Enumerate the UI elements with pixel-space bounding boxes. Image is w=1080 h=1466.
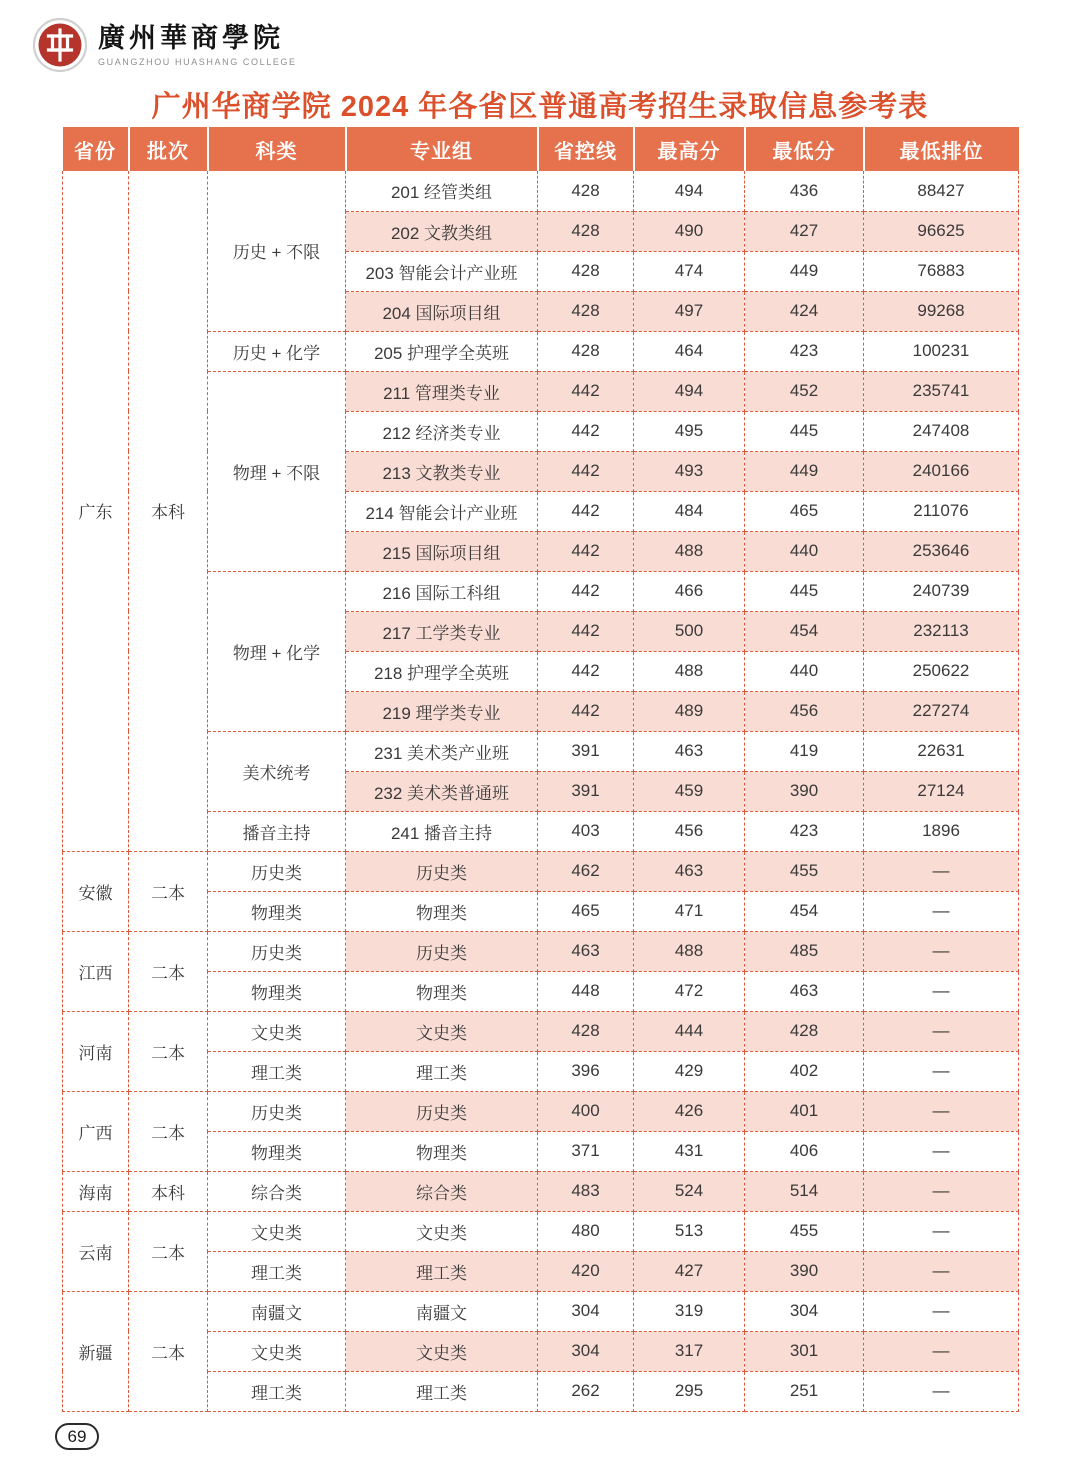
province-cell: 广西	[63, 1091, 129, 1171]
table-row	[63, 1171, 1019, 1211]
max-score-cell: 524	[634, 1171, 745, 1211]
batch-cell: 二本	[129, 1291, 208, 1411]
min-score-cell: 514	[745, 1171, 864, 1211]
min-rank-cell: —	[864, 1091, 1019, 1131]
min-score-cell: 390	[745, 771, 864, 811]
max-score-cell: 488	[634, 651, 745, 691]
table-header-row	[63, 127, 1019, 171]
subject-category-cell: 历史类	[208, 851, 346, 891]
min-rank-cell: 232113	[864, 611, 1019, 651]
min-rank-cell: 253646	[864, 531, 1019, 571]
subject-category-cell: 播音主持	[208, 811, 346, 851]
min-score-cell: 423	[745, 331, 864, 371]
min-rank-cell: —	[864, 1331, 1019, 1371]
major-group-cell: 历史类	[346, 851, 538, 891]
control-line-cell: 428	[538, 211, 634, 251]
min-score-cell: 423	[745, 811, 864, 851]
min-rank-cell: —	[864, 1251, 1019, 1291]
subject-category-cell: 物理 + 不限	[208, 371, 346, 571]
min-rank-cell: 76883	[864, 251, 1019, 291]
major-group-cell: 217 工学类专业	[346, 611, 538, 651]
column-header: 最高分	[634, 127, 745, 171]
min-rank-cell: 250622	[864, 651, 1019, 691]
min-score-cell: 427	[745, 211, 864, 251]
min-rank-cell: 88427	[864, 171, 1019, 211]
batch-cell: 二本	[129, 1091, 208, 1171]
max-score-cell: 500	[634, 611, 745, 651]
major-group-cell: 212 经济类专业	[346, 411, 538, 451]
max-score-cell: 484	[634, 491, 745, 531]
min-rank-cell: 96625	[864, 211, 1019, 251]
max-score-cell: 490	[634, 211, 745, 251]
column-header: 专业组	[346, 127, 538, 171]
max-score-cell: 431	[634, 1131, 745, 1171]
control-line-cell: 442	[538, 411, 634, 451]
major-group-cell: 文史类	[346, 1211, 538, 1251]
batch-cell: 本科	[129, 1171, 208, 1211]
major-group-cell: 214 智能会计产业班	[346, 491, 538, 531]
batch-cell: 二本	[129, 1211, 208, 1291]
college-logo	[33, 18, 297, 72]
min-score-cell: 401	[745, 1091, 864, 1131]
max-score-cell: 513	[634, 1211, 745, 1251]
subject-category-cell: 文史类	[208, 1011, 346, 1051]
control-line-cell: 442	[538, 491, 634, 531]
min-rank-cell: 100231	[864, 331, 1019, 371]
max-score-cell: 494	[634, 371, 745, 411]
max-score-cell: 464	[634, 331, 745, 371]
column-header: 最低排位	[864, 127, 1019, 171]
major-group-cell: 文史类	[346, 1331, 538, 1371]
major-group-cell: 物理类	[346, 971, 538, 1011]
major-group-cell: 204 国际项目组	[346, 291, 538, 331]
min-rank-cell: 211076	[864, 491, 1019, 531]
province-cell: 广东	[63, 171, 129, 851]
min-rank-cell: —	[864, 1011, 1019, 1051]
subject-category-cell: 文史类	[208, 1331, 346, 1371]
batch-cell: 二本	[129, 851, 208, 931]
min-rank-cell: 227274	[864, 691, 1019, 731]
column-header: 省份	[63, 127, 129, 171]
control-line-cell: 462	[538, 851, 634, 891]
min-rank-cell: —	[864, 1291, 1019, 1331]
min-score-cell: 406	[745, 1131, 864, 1171]
college-seal-icon	[33, 18, 87, 72]
major-group-cell: 南疆文	[346, 1291, 538, 1331]
min-rank-cell: 22631	[864, 731, 1019, 771]
min-score-cell: 402	[745, 1051, 864, 1091]
control-line-cell: 465	[538, 891, 634, 931]
major-group-cell: 历史类	[346, 1091, 538, 1131]
max-score-cell: 427	[634, 1251, 745, 1291]
subject-category-cell: 物理 + 化学	[208, 571, 346, 731]
max-score-cell: 472	[634, 971, 745, 1011]
province-cell: 江西	[63, 931, 129, 1011]
max-score-cell: 466	[634, 571, 745, 611]
control-line-cell: 403	[538, 811, 634, 851]
min-score-cell: 304	[745, 1291, 864, 1331]
max-score-cell: 494	[634, 171, 745, 211]
major-group-cell: 物理类	[346, 1131, 538, 1171]
subject-category-cell: 理工类	[208, 1051, 346, 1091]
major-group-cell: 205 护理学全英班	[346, 331, 538, 371]
control-line-cell: 371	[538, 1131, 634, 1171]
min-score-cell: 251	[745, 1371, 864, 1411]
min-score-cell: 445	[745, 411, 864, 451]
control-line-cell: 304	[538, 1331, 634, 1371]
min-score-cell: 390	[745, 1251, 864, 1291]
province-cell: 新疆	[63, 1291, 129, 1411]
subject-category-cell: 南疆文	[208, 1291, 346, 1331]
min-rank-cell: 99268	[864, 291, 1019, 331]
subject-category-cell: 综合类	[208, 1171, 346, 1211]
major-group-cell: 232 美术类普通班	[346, 771, 538, 811]
major-group-cell: 231 美术类产业班	[346, 731, 538, 771]
college-name-cn: 廣州華商學院	[98, 23, 284, 55]
control-line-cell: 400	[538, 1091, 634, 1131]
major-group-cell: 理工类	[346, 1051, 538, 1091]
min-score-cell: 436	[745, 171, 864, 211]
min-score-cell: 452	[745, 371, 864, 411]
major-group-cell: 历史类	[346, 931, 538, 971]
control-line-cell: 391	[538, 731, 634, 771]
subject-category-cell: 历史 + 不限	[208, 171, 346, 331]
min-score-cell: 465	[745, 491, 864, 531]
max-score-cell: 463	[634, 851, 745, 891]
table-row	[63, 1011, 1019, 1051]
control-line-cell: 442	[538, 371, 634, 411]
min-rank-cell: 1896	[864, 811, 1019, 851]
min-score-cell: 456	[745, 691, 864, 731]
min-score-cell: 440	[745, 531, 864, 571]
control-line-cell: 483	[538, 1171, 634, 1211]
control-line-cell: 442	[538, 611, 634, 651]
major-group-cell: 物理类	[346, 891, 538, 931]
subject-category-cell: 理工类	[208, 1251, 346, 1291]
control-line-cell: 420	[538, 1251, 634, 1291]
control-line-cell: 428	[538, 331, 634, 371]
control-line-cell: 304	[538, 1291, 634, 1331]
major-group-cell: 241 播音主持	[346, 811, 538, 851]
min-score-cell: 428	[745, 1011, 864, 1051]
batch-cell: 本科	[129, 171, 208, 851]
max-score-cell: 426	[634, 1091, 745, 1131]
major-group-cell: 211 管理类专业	[346, 371, 538, 411]
min-score-cell: 445	[745, 571, 864, 611]
batch-cell: 二本	[129, 1011, 208, 1091]
subject-category-cell: 物理类	[208, 1131, 346, 1171]
table-row	[63, 171, 1019, 211]
min-score-cell: 301	[745, 1331, 864, 1371]
control-line-cell: 442	[538, 451, 634, 491]
subject-category-cell: 历史 + 化学	[208, 331, 346, 371]
max-score-cell: 495	[634, 411, 745, 451]
min-score-cell: 449	[745, 251, 864, 291]
control-line-cell: 428	[538, 171, 634, 211]
major-group-cell: 文史类	[346, 1011, 538, 1051]
control-line-cell: 442	[538, 531, 634, 571]
column-header: 最低分	[745, 127, 864, 171]
subject-category-cell: 历史类	[208, 931, 346, 971]
min-rank-cell: 27124	[864, 771, 1019, 811]
page-title: 广州华商学院 2024 年各省区普通高考招生录取信息参考表	[151, 91, 929, 123]
major-group-cell: 213 文教类专业	[346, 451, 538, 491]
max-score-cell: 317	[634, 1331, 745, 1371]
control-line-cell: 442	[538, 651, 634, 691]
subject-category-cell: 物理类	[208, 971, 346, 1011]
subject-category-cell: 文史类	[208, 1211, 346, 1251]
table-row	[63, 1211, 1019, 1251]
major-group-cell: 216 国际工科组	[346, 571, 538, 611]
province-cell: 云南	[63, 1211, 129, 1291]
max-score-cell: 295	[634, 1371, 745, 1411]
table-row	[63, 931, 1019, 971]
province-cell: 安徽	[63, 851, 129, 931]
min-score-cell: 440	[745, 651, 864, 691]
min-rank-cell: —	[864, 971, 1019, 1011]
min-score-cell: 454	[745, 891, 864, 931]
major-group-cell: 201 经管类组	[346, 171, 538, 211]
min-rank-cell: —	[864, 931, 1019, 971]
batch-cell: 二本	[129, 931, 208, 1011]
column-header: 科类	[208, 127, 346, 171]
major-group-cell: 219 理学类专业	[346, 691, 538, 731]
min-rank-cell: 240166	[864, 451, 1019, 491]
column-header: 省控线	[538, 127, 634, 171]
max-score-cell: 444	[634, 1011, 745, 1051]
control-line-cell: 428	[538, 291, 634, 331]
min-rank-cell: —	[864, 1131, 1019, 1171]
min-score-cell: 455	[745, 1211, 864, 1251]
max-score-cell: 463	[634, 731, 745, 771]
min-rank-cell: —	[864, 1051, 1019, 1091]
max-score-cell: 497	[634, 291, 745, 331]
table-body	[63, 171, 1019, 1411]
page-number-badge: 69	[55, 1423, 99, 1450]
min-rank-cell: 240739	[864, 571, 1019, 611]
subject-category-cell: 美术统考	[208, 731, 346, 811]
subject-category-cell: 理工类	[208, 1371, 346, 1411]
min-rank-cell: —	[864, 1371, 1019, 1411]
min-rank-cell: —	[864, 891, 1019, 931]
min-score-cell: 419	[745, 731, 864, 771]
major-group-cell: 理工类	[346, 1251, 538, 1291]
major-group-cell: 218 护理学全英班	[346, 651, 538, 691]
control-line-cell: 442	[538, 691, 634, 731]
college-name	[98, 23, 297, 66]
max-score-cell: 493	[634, 451, 745, 491]
min-score-cell: 463	[745, 971, 864, 1011]
min-score-cell: 485	[745, 931, 864, 971]
max-score-cell: 474	[634, 251, 745, 291]
column-header: 批次	[129, 127, 208, 171]
control-line-cell: 391	[538, 771, 634, 811]
major-group-cell: 203 智能会计产业班	[346, 251, 538, 291]
college-name-en: GUANGZHOU HUASHANG COLLEGE	[98, 56, 297, 67]
major-group-cell: 综合类	[346, 1171, 538, 1211]
min-score-cell: 454	[745, 611, 864, 651]
max-score-cell: 319	[634, 1291, 745, 1331]
province-cell: 河南	[63, 1011, 129, 1091]
max-score-cell: 459	[634, 771, 745, 811]
min-rank-cell: 247408	[864, 411, 1019, 451]
min-rank-cell: —	[864, 1171, 1019, 1211]
table-row	[63, 1291, 1019, 1331]
subject-category-cell: 物理类	[208, 891, 346, 931]
max-score-cell: 489	[634, 691, 745, 731]
major-group-cell: 理工类	[346, 1371, 538, 1411]
max-score-cell: 471	[634, 891, 745, 931]
table-row	[63, 1091, 1019, 1131]
min-score-cell: 424	[745, 291, 864, 331]
control-line-cell: 262	[538, 1371, 634, 1411]
subject-category-cell: 历史类	[208, 1091, 346, 1131]
control-line-cell: 463	[538, 931, 634, 971]
major-group-cell: 215 国际项目组	[346, 531, 538, 571]
max-score-cell: 429	[634, 1051, 745, 1091]
table-row	[63, 851, 1019, 891]
max-score-cell: 488	[634, 931, 745, 971]
max-score-cell: 456	[634, 811, 745, 851]
control-line-cell: 396	[538, 1051, 634, 1091]
major-group-cell: 202 文教类组	[346, 211, 538, 251]
min-score-cell: 455	[745, 851, 864, 891]
control-line-cell: 428	[538, 251, 634, 291]
min-rank-cell: —	[864, 1211, 1019, 1251]
admissions-table	[62, 127, 1019, 1412]
min-rank-cell: 235741	[864, 371, 1019, 411]
min-rank-cell: —	[864, 851, 1019, 891]
control-line-cell: 442	[538, 571, 634, 611]
control-line-cell: 448	[538, 971, 634, 1011]
control-line-cell: 480	[538, 1211, 634, 1251]
province-cell: 海南	[63, 1171, 129, 1211]
control-line-cell: 428	[538, 1011, 634, 1051]
min-score-cell: 449	[745, 451, 864, 491]
max-score-cell: 488	[634, 531, 745, 571]
